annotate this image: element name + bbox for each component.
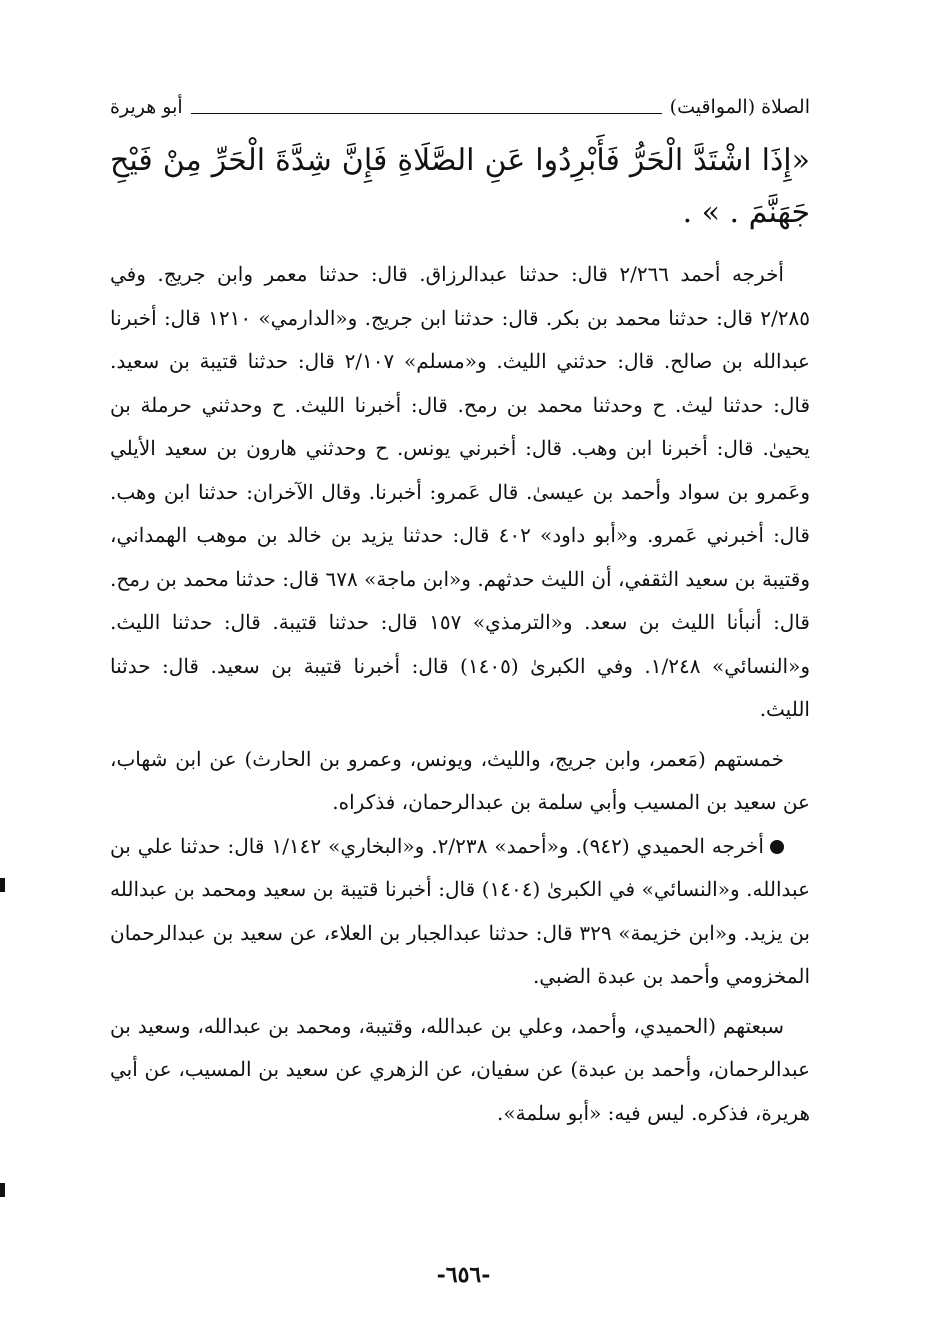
takhrij-paragraph-1: أخرجه أحمد ٢/٢٦٦ قال: حدثنا عبدالرزاق. قال: حدثنا معمر وابن جريج. وفي ٢/٢٨٥ قال: حدثنا محمد بن بكر. قال: حدثنا ابن جريج. و«الدارمي» ١٢١٠ قال: أخبرنا عبدالله بن صالح. قال: حدثني الليث. و«مسلم» ٢/١٠٧ قال: حدثنا قتيبة بن سعيد. قال: حدثنا ليث. ح وحدثنا محمد بن رمح. قال: أخبرنا الليث. ح وحدثني حرملة بن يحيىٰ. قال: أخبرنا ابن وهب. قال: أخبرني يونس. ح وحدثني هارون بن سعيد الأيلي وعَمرو بن سواد وأحمد بن عيسىٰ. قال عَمرو: أخبرنا. وقال الآخران: حدثنا ابن وهب. قال: أخبرني عَمرو. و«أبو داود» ٤٠٢ قال: حدثنا يزيد بن خالد بن موهب الهمداني، وقتيبة بن سعيد الثقفي، أن الليث حدثهم. و«ابن ماجة» ٦٧٨ قال: حدثنا محمد بن رمح. قال: أنبأنا الليث بن سعد. و«الترمذي» ١٥٧ قال: حدثنا قتيبة. قال: حدثنا الليث. و«النسائي» ١/٢٤٨. وفي الكبرىٰ (١٤٠٥) قال: أخبرنا قتيبة بن سعيد. قال: حدثنا الليث. — [110, 262, 810, 721]
takhrij-paragraph-2 — [110, 825, 810, 999]
summary-paragraph-1: خمستهم (مَعمر، وابن جريج، والليث، ويونس، وعمرو بن الحارث) عن ابن شهاب، عن سعيد بن المسيب وأبي سلمة بن عبدالرحمان، فذكراه. — [110, 746, 810, 814]
page-body — [110, 135, 810, 1135]
narrator-title: أبو هريرة — [110, 96, 183, 118]
margin-mark — [0, 878, 5, 892]
running-header — [110, 92, 810, 122]
summary-paragraph-2: سبعتهم (الحميدي، وأحمد، وعلي بن عبدالله، وقتيبة، ومحمد بن عبدالله، وسعيد بن عبدالرحمان، وأحمد بن عبدة) عن سفيان، عن الزهري عن سعيد بن المسيب، عن أبي هريرة، فذكره. ليس فيه: «أبو سلمة». — [110, 1013, 810, 1125]
hadith-text: «إِذَا اشْتَدَّ الْحَرُّ فَأَبْرِدُوا عَنِ الصَّلَاةِ فَإِنَّ شِدَّةَ الْحَرِّ مِنْ فَيْحِ جَهَنَّمَ . » . — [110, 143, 810, 230]
takhrij-paragraph-2-text: أخرجه الحميدي (٩٤٢). و«أحمد» ٢/٢٣٨. و«البخاري» ١/١٤٢ قال: حدثنا علي بن عبدالله. و«النسائي» في الكبرىٰ (١٤٠٤) قال: أخبرنا قتيبة بن سعيد ومحمد بن عبدالله بن يزيد. و«ابن خزيمة» ٣٢٩ قال: حدثنا عبدالجبار بن العلاء، عن سعيد بن عبدالرحمان المخزومي وأحمد بن عبدة الضبي. — [110, 833, 810, 988]
page-number: -٦٥٦- — [436, 1262, 491, 1288]
margin-mark — [0, 1183, 5, 1197]
header-rule — [191, 113, 662, 114]
bullet-dot-icon — [770, 840, 784, 854]
chapter-title: الصلاة (المواقيت) — [669, 96, 810, 118]
